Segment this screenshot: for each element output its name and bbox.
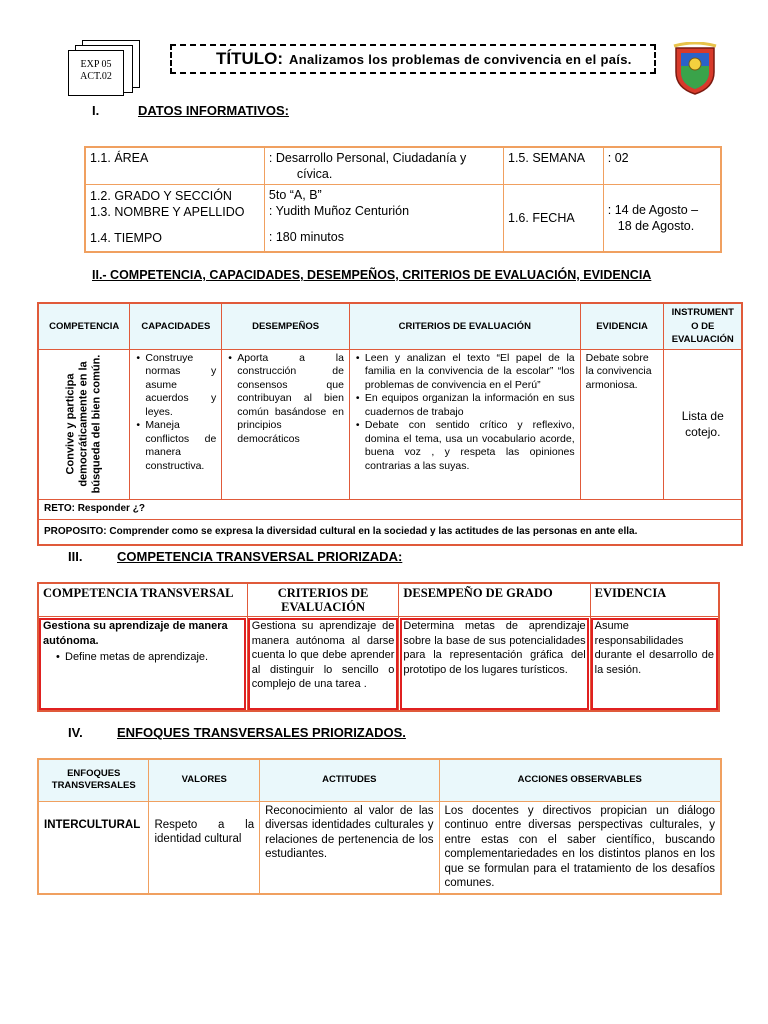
header-instrumento: INSTRUMENT O DE EVALUACIÓN: [664, 303, 742, 349]
fecha-value-2: 18 de Agosto.: [617, 218, 695, 233]
criterio-item: • Debate con sentido crítico y reflexivo, domina el tema, usa un vocabulario acorde, buena voz , y respeta las opiniones contrarias a las suyas.: [365, 419, 575, 473]
values-cell: [264, 185, 503, 252]
header-criterios: CRITERIOS DE EVALUACIÓN: [349, 303, 580, 349]
header-capacidades: CAPACIDADES: [130, 303, 222, 349]
area-value: : Desarrollo Personal, Ciudadanía y: [268, 151, 467, 165]
school-shield-icon: [672, 42, 718, 96]
competencias-table: [37, 302, 743, 546]
reto-row: RETO: Responder ¿?: [38, 499, 742, 519]
valores-cell: Respeto a la identidad cultural: [149, 801, 260, 894]
competencia-text: Convive y participa democráticamente en la búsqueda del bien común.: [64, 354, 103, 493]
evidencia-cell: Debate sobre la convivencia armoniosa.: [580, 349, 664, 499]
header-actitudes: ACTITUDES: [260, 759, 439, 801]
section3-number: III.: [68, 549, 83, 564]
criterio-item: • En equipos organizan la información en sus cuadernos de trabajo: [365, 392, 575, 419]
title-label: TÍTULO:: [216, 49, 284, 68]
acciones-cell: Los docentes y directivos propician un diálogo continuo entre diversas perspectivas culturales, y entre estas con el saber científico, buscando complementariedades en los distintos planos en los que se formulan para el tratamiento de los desafíos comunes.: [439, 801, 721, 894]
enfoque-cell: INTERCULTURAL: [38, 801, 149, 894]
grado-label: 1.2. GRADO Y SECCIÓN: [90, 189, 232, 203]
semana-label: 1.5. SEMANA: [504, 147, 604, 185]
semana-value: : 02: [603, 147, 721, 185]
title-box: [170, 44, 656, 74]
section4-heading: ENFOQUES TRANSVERSALES PRIORIZADOS.: [117, 725, 406, 740]
area-value-2: cívica.: [296, 167, 333, 181]
proposito-row: PROPOSITO: Comprender como se expresa la diversidad cultural en la sociedad y las actitudes de las personas en ante ella.: [38, 519, 742, 545]
criterios-transversal-cell: Gestiona su aprendizaje de manera autónoma al darse cuenta lo que debe aprender al distinguir lo sencillo o complejo de una tarea .: [247, 617, 399, 711]
capacidades-cell: [130, 349, 222, 499]
fecha-value-cell: [603, 185, 721, 252]
datos-informativos-table: [84, 146, 722, 253]
area-label: 1.1. ÁREA: [85, 147, 264, 185]
competencia-cell: [38, 349, 130, 499]
tiempo-label: 1.4. TIEMPO: [90, 231, 163, 245]
labels-cell: [85, 185, 264, 252]
stack-line2: ACT.02: [80, 71, 112, 82]
header-evidencia-3: EVIDENCIA: [590, 583, 719, 617]
instrumento-cell: Lista de cotejo.: [664, 349, 742, 499]
header-valores: VALORES: [149, 759, 260, 801]
desempeno-grado-cell: Determina metas de aprendizaje sobre la base de sus potencialidades para la representación gráfica del prototipo de los lugares turísticos.: [399, 617, 590, 711]
section1-heading: DATOS INFORMATIVOS:: [138, 103, 289, 118]
document-stack: [68, 40, 140, 98]
title-value: Analizamos los problemas de convivencia en el país.: [289, 51, 632, 67]
header-competencia: COMPETENCIA: [38, 303, 130, 349]
header-evidencia: EVIDENCIA: [580, 303, 664, 349]
desempeno-item: • Aporta a la construcción de consensos que contribuyan al bien común basándose en principios democráticos: [237, 352, 344, 447]
stack-card-front: [68, 50, 124, 96]
grado-value: 5to “A, B”: [268, 188, 322, 202]
competencia-transversal-cell: [38, 617, 247, 711]
capacidad-item: • Maneja conflictos de manera constructiva.: [145, 419, 216, 473]
capacidad-item: • Construye normas y asume acuerdos y leyes.: [145, 352, 216, 420]
section2-heading: II.- COMPETENCIA, CAPACIDADES, DESEMPEÑOS, CRITERIOS DE EVALUACIÓN, EVIDENCIA: [92, 268, 652, 282]
nombre-value: : Yudith Muñoz Centurión: [268, 204, 410, 218]
header-desempeno-grado: DESEMPEÑO DE GRADO: [399, 583, 590, 617]
fecha-value: : 14 de Agosto –: [607, 202, 699, 217]
section3-heading: COMPETENCIA TRANSVERSAL PRIORIZADA:: [117, 549, 403, 564]
criterio-item: • Leen y analizan el texto “El papel de la familia en la convivencia de la escolar” “los problemas de convivencia en el Perú”: [365, 352, 575, 393]
area-value-cell: [264, 147, 503, 185]
enfoques-table: [37, 758, 722, 895]
stack-line1: EXP 05: [80, 59, 112, 70]
header-acciones: ACCIONES OBSERVABLES: [439, 759, 721, 801]
header-competencia-transversal: COMPETENCIA TRANSVERSAL: [38, 583, 247, 617]
actitudes-cell: Reconocimiento al valor de las diversas identidades culturales y relaciones de pertenencia de los estudiantes.: [260, 801, 439, 894]
desempenos-cell: [222, 349, 350, 499]
competencia-transversal-item: • Define metas de aprendizaje.: [65, 650, 243, 665]
header-enfoques: ENFOQUES TRANSVERSALES: [38, 759, 149, 801]
tiempo-value: : 180 minutos: [268, 230, 344, 244]
header-criterios-evaluacion: CRITERIOS DE EVALUACIÓN: [247, 583, 399, 617]
competencia-transversal-table: [37, 582, 720, 712]
competencia-transversal-text: Gestiona su aprendizaje de manera autónoma.: [43, 620, 228, 647]
section1-number: I.: [92, 103, 100, 118]
nombre-label: 1.3. NOMBRE Y APELLIDO: [90, 205, 245, 219]
header-desempenos: DESEMPEÑOS: [222, 303, 350, 349]
section4-number: IV.: [68, 725, 83, 740]
criterios-cell: [349, 349, 580, 499]
fecha-label: 1.6. FECHA: [504, 185, 604, 252]
evidencia-transversal-cell: Asume responsabilidades durante el desarrollo de la sesión.: [590, 617, 719, 711]
